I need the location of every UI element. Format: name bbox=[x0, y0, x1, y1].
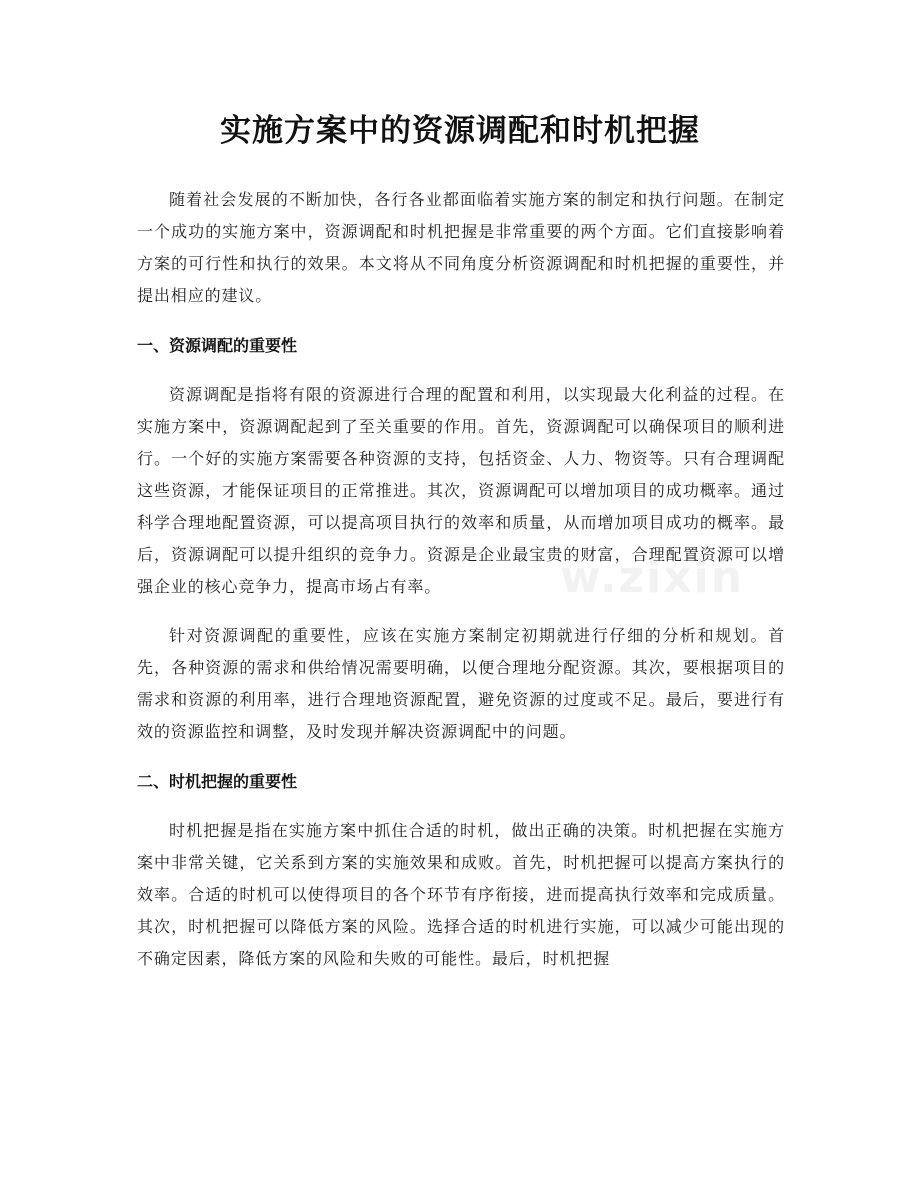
section-heading-resource: 一、资源调配的重要性 bbox=[137, 336, 298, 355]
timing-paragraph-1: 时机把握是指在实施方案中抓住合适的时机，做出正确的决策。时机把握在实施方案中非常关键，它关系到方案的实施效果和成败。首先，时机把握可以提高方案执行的效率。合适的时机可以使得项目的各个环节有序衔接，进而提高执行效率和完成质量。其次，时机把握可以降低方案的风险。选择合适的时机进行实施，可以减少可能出现的不确定因素，降低方案的风险和失败的可能性。最后，时机把握 bbox=[137, 821, 785, 968]
document-title: 实施方案中的资源调配和时机把握 bbox=[220, 113, 700, 149]
document-body bbox=[137, 184, 785, 992]
section-heading-timing: 二、时机把握的重要性 bbox=[137, 772, 298, 791]
watermark-text: w.zixin bbox=[560, 552, 745, 603]
resource-paragraph-2: 针对资源调配的重要性，应该在实施方案制定初期就进行仔细的分析和规划。首先，各种资源的需求和供给情况需要明确，以便合理地分配资源。其次，要根据项目的需求和资源的利用率，进行合理地资源配置，避免资源的过度或不足。最后，要进行有效的资源监控和调整，及时发现并解决资源调配中的问题。 bbox=[137, 626, 785, 741]
intro-paragraph: 随着社会发展的不断加快，各行各业都面临着实施方案的制定和执行问题。在制定一个成功的实施方案中，资源调配和时机把握是非常重要的两个方面。它们直接影响着方案的可行性和执行的效果。本文将从不同角度分析资源调配和时机把握的重要性，并提出相应的建议。 bbox=[137, 190, 785, 305]
resource-paragraph-1: 资源调配是指将有限的资源进行合理的配置和利用，以实现最大化利益的过程。在实施方案中，资源调配起到了至关重要的作用。首先，资源调配可以确保项目的顺利进行。一个好的实施方案需要各种资源的支持，包括资金、人力、物资等。只有合理调配这些资源，才能保证项目的正常推进。其次，资源调配可以增加项目的成功概率。通过科学合理地配置资源，可以提高项目执行的效率和质量，从而增加项目成功的概率。最后，资源调配可以提升组织的竞争力。资源是企业最宝贵的财富，合理配置资源可以增强企业的核心竞争力，提高市场占有率。 bbox=[137, 385, 785, 596]
